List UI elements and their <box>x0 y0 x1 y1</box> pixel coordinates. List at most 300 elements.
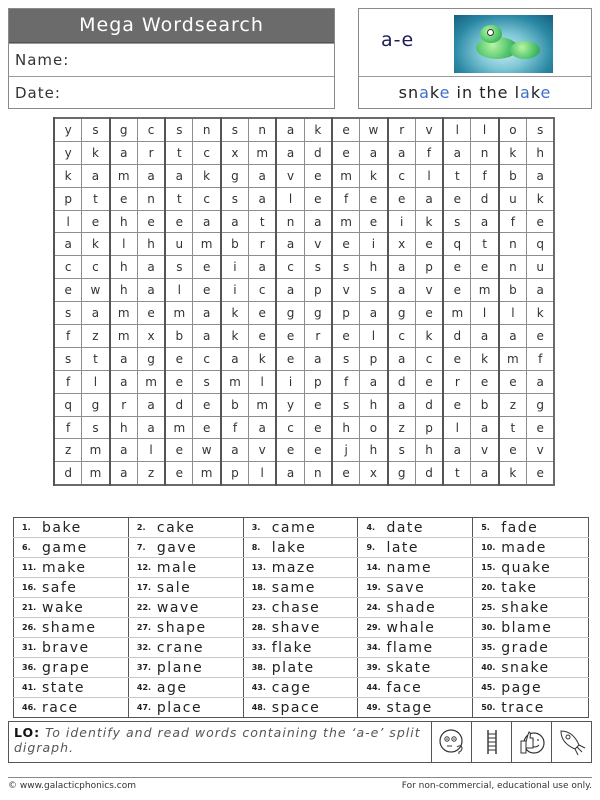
grid-cell[interactable]: a <box>471 416 499 439</box>
grid-cell[interactable]: e <box>499 439 527 462</box>
grid-cell[interactable]: e <box>360 210 388 233</box>
grid-cell[interactable]: e <box>249 325 277 348</box>
grid-cell[interactable]: s <box>54 302 82 325</box>
grid-cell[interactable]: m <box>221 370 249 393</box>
grid-cell[interactable]: g <box>276 302 304 325</box>
grid-cell[interactable]: h <box>110 256 138 279</box>
grid-cell[interactable]: t <box>165 141 193 164</box>
grid-cell[interactable]: r <box>443 370 471 393</box>
grid-cell[interactable]: e <box>360 187 388 210</box>
grid-cell[interactable]: f <box>54 370 82 393</box>
grid-cell[interactable]: h <box>360 439 388 462</box>
grid-cell[interactable]: m <box>332 210 360 233</box>
grid-cell[interactable]: j <box>332 439 360 462</box>
grid-cell[interactable]: c <box>193 347 221 370</box>
grid-cell[interactable]: b <box>471 393 499 416</box>
grid-cell[interactable]: s <box>360 279 388 302</box>
grid-cell[interactable]: l <box>249 370 277 393</box>
grid-cell[interactable]: f <box>54 325 82 348</box>
grid-cell[interactable]: c <box>276 256 304 279</box>
grid-cell[interactable]: a <box>193 210 221 233</box>
grid-cell[interactable]: n <box>249 118 277 141</box>
word-list-row <box>14 658 589 678</box>
grid-cell[interactable]: a <box>276 233 304 256</box>
grid-cell[interactable]: l <box>471 302 499 325</box>
grid-cell[interactable]: e <box>193 416 221 439</box>
grid-cell[interactable]: l <box>54 210 82 233</box>
grid-cell[interactable]: g <box>82 393 110 416</box>
grid-cell[interactable]: l <box>443 416 471 439</box>
grid-cell[interactable]: s <box>82 118 110 141</box>
grid-cell[interactable]: e <box>276 325 304 348</box>
grid-cell[interactable]: c <box>54 256 82 279</box>
grid-cell[interactable]: k <box>304 118 332 141</box>
grid-cell[interactable]: m <box>193 233 221 256</box>
grid-cell[interactable]: a <box>137 256 165 279</box>
grid-cell[interactable]: q <box>527 233 555 256</box>
grid-cell[interactable]: s <box>527 118 555 141</box>
grid-cell[interactable]: i <box>221 256 249 279</box>
grid-cell[interactable]: f <box>221 416 249 439</box>
grid-cell[interactable]: a <box>165 164 193 187</box>
grid-cell[interactable]: s <box>443 210 471 233</box>
grid-cell[interactable]: e <box>499 370 527 393</box>
grid-cell[interactable]: n <box>471 141 499 164</box>
grid-cell[interactable]: l <box>82 370 110 393</box>
grid-cell[interactable]: e <box>471 370 499 393</box>
grid-cell[interactable]: a <box>388 393 416 416</box>
grid-cell[interactable]: z <box>388 416 416 439</box>
grid-cell[interactable]: e <box>443 347 471 370</box>
grid-cell[interactable]: s <box>54 347 82 370</box>
grid-cell[interactable]: v <box>415 118 443 141</box>
grid-cell[interactable]: e <box>332 141 360 164</box>
grid-cell[interactable]: e <box>165 370 193 393</box>
grid-cell[interactable]: v <box>471 439 499 462</box>
grid-cell[interactable]: r <box>388 118 416 141</box>
grid-cell[interactable]: a <box>388 347 416 370</box>
grid-cell[interactable]: b <box>165 325 193 348</box>
grid-cell[interactable]: p <box>54 187 82 210</box>
grid-cell[interactable]: d <box>471 187 499 210</box>
grid-cell[interactable]: e <box>54 279 82 302</box>
grid-cell[interactable]: m <box>137 370 165 393</box>
grid-cell[interactable]: g <box>304 302 332 325</box>
grid-cell[interactable]: z <box>54 439 82 462</box>
grid-cell[interactable]: a <box>360 302 388 325</box>
grid-cell[interactable]: q <box>443 233 471 256</box>
grid-cell[interactable]: o <box>499 118 527 141</box>
grid-cell[interactable]: a <box>82 164 110 187</box>
grid-cell[interactable]: l <box>415 164 443 187</box>
grid-cell[interactable]: v <box>415 279 443 302</box>
grid-cell[interactable]: e <box>471 256 499 279</box>
grid-cell[interactable]: a <box>249 416 277 439</box>
grid-cell[interactable]: c <box>276 416 304 439</box>
grid-cell[interactable]: r <box>137 141 165 164</box>
grid-cell[interactable]: d <box>415 393 443 416</box>
grid-cell[interactable]: h <box>415 439 443 462</box>
grid-cell[interactable]: g <box>137 347 165 370</box>
grid-cell[interactable]: k <box>221 302 249 325</box>
grid-cell[interactable]: k <box>360 164 388 187</box>
grid-cell[interactable]: m <box>249 141 277 164</box>
grid-cell[interactable]: a <box>304 210 332 233</box>
grid-cell[interactable]: f <box>54 416 82 439</box>
grid-cell[interactable]: t <box>82 347 110 370</box>
grid-cell[interactable]: a <box>221 210 249 233</box>
grid-cell[interactable]: t <box>82 187 110 210</box>
grid-cell[interactable]: l <box>499 302 527 325</box>
grid-cell[interactable]: e <box>443 256 471 279</box>
grid-cell[interactable]: x <box>137 325 165 348</box>
grid-cell[interactable]: z <box>137 462 165 485</box>
grid-cell[interactable]: a <box>471 210 499 233</box>
grid-cell[interactable]: e <box>304 187 332 210</box>
grid-cell[interactable]: g <box>110 118 138 141</box>
grid-cell[interactable]: m <box>110 302 138 325</box>
grid-cell[interactable]: h <box>527 141 555 164</box>
grid-cell[interactable]: r <box>304 325 332 348</box>
grid-cell[interactable]: e <box>527 416 555 439</box>
grid-cell[interactable]: k <box>527 187 555 210</box>
grid-cell[interactable]: a <box>193 302 221 325</box>
grid-cell[interactable]: h <box>110 279 138 302</box>
grid-cell[interactable]: m <box>443 302 471 325</box>
grid-cell[interactable]: e <box>415 302 443 325</box>
grid-cell[interactable]: e <box>527 462 555 485</box>
grid-cell[interactable]: e <box>415 233 443 256</box>
grid-cell[interactable]: d <box>54 462 82 485</box>
grid-cell[interactable]: d <box>388 370 416 393</box>
grid-cell[interactable]: i <box>221 279 249 302</box>
grid-cell[interactable]: n <box>137 187 165 210</box>
grid-cell[interactable]: a <box>276 462 304 485</box>
grid-cell[interactable]: k <box>415 325 443 348</box>
word-item <box>473 658 589 678</box>
grid-cell[interactable]: a <box>276 141 304 164</box>
grid-cell[interactable]: p <box>304 279 332 302</box>
grid-cell[interactable]: p <box>221 462 249 485</box>
grid-cell[interactable]: g <box>221 164 249 187</box>
grid-cell[interactable]: a <box>249 256 277 279</box>
grid-cell[interactable]: e <box>443 279 471 302</box>
grid-cell[interactable]: c <box>193 141 221 164</box>
grid-cell[interactable]: s <box>165 118 193 141</box>
grid-cell[interactable]: p <box>415 416 443 439</box>
name-field[interactable]: Name: <box>9 43 334 76</box>
grid-cell[interactable]: r <box>249 233 277 256</box>
grid-cell[interactable]: f <box>527 347 555 370</box>
grid-cell[interactable]: e <box>276 347 304 370</box>
grid-cell[interactable]: p <box>332 302 360 325</box>
grid-cell[interactable]: l <box>249 462 277 485</box>
grid-cell[interactable]: a <box>137 393 165 416</box>
grid-cell[interactable]: k <box>221 325 249 348</box>
grid-cell[interactable]: s <box>165 256 193 279</box>
grid-cell[interactable]: e <box>110 187 138 210</box>
grid-cell[interactable]: p <box>360 347 388 370</box>
grid-cell[interactable]: s <box>332 393 360 416</box>
grid-cell[interactable]: s <box>332 347 360 370</box>
grid-cell[interactable]: e <box>137 210 165 233</box>
grid-cell[interactable]: o <box>360 416 388 439</box>
grid-cell[interactable]: t <box>165 187 193 210</box>
grid-cell[interactable]: n <box>276 210 304 233</box>
grid-cell[interactable]: a <box>110 347 138 370</box>
grid-cell[interactable]: x <box>360 462 388 485</box>
grid-cell[interactable]: l <box>137 439 165 462</box>
grid-cell[interactable]: t <box>443 164 471 187</box>
grid-cell[interactable]: e <box>443 393 471 416</box>
grid-cell[interactable]: u <box>165 233 193 256</box>
ladder-icon[interactable] <box>471 722 511 762</box>
grid-cell[interactable]: e <box>304 164 332 187</box>
grid-cell[interactable]: g <box>388 462 416 485</box>
grid-cell[interactable]: w <box>82 279 110 302</box>
grid-cell[interactable]: s <box>82 416 110 439</box>
word-number: 22. <box>136 603 152 612</box>
grid-cell[interactable]: k <box>193 164 221 187</box>
grid-cell[interactable]: a <box>249 164 277 187</box>
grid-cell[interactable]: v <box>249 439 277 462</box>
grid-cell[interactable]: u <box>499 187 527 210</box>
grid-cell[interactable]: e <box>304 416 332 439</box>
grid-cell[interactable]: c <box>137 118 165 141</box>
grid-cell[interactable]: t <box>499 416 527 439</box>
grid-cell[interactable]: h <box>360 256 388 279</box>
grid-cell[interactable]: x <box>388 233 416 256</box>
grid-cell[interactable]: v <box>304 233 332 256</box>
grid-cell[interactable]: w <box>193 439 221 462</box>
grid-cell[interactable]: a <box>443 439 471 462</box>
grid-cell[interactable]: d <box>415 462 443 485</box>
grid-cell[interactable]: k <box>54 164 82 187</box>
grid-cell[interactable]: a <box>54 233 82 256</box>
grid-cell[interactable]: a <box>137 164 165 187</box>
grid-cell[interactable]: v <box>527 439 555 462</box>
grid-cell[interactable]: l <box>443 118 471 141</box>
grid-cell[interactable]: e <box>527 325 555 348</box>
grid-cell[interactable]: d <box>165 393 193 416</box>
grid-cell[interactable]: a <box>443 141 471 164</box>
grid-cell[interactable]: e <box>137 302 165 325</box>
grid-cell[interactable]: x <box>221 141 249 164</box>
grid-cell[interactable]: e <box>527 210 555 233</box>
grid-cell[interactable]: a <box>415 187 443 210</box>
rocket-icon[interactable] <box>551 722 591 762</box>
grid-cell[interactable]: m <box>249 393 277 416</box>
grid-cell[interactable]: e <box>415 370 443 393</box>
grid-cell[interactable]: f <box>332 370 360 393</box>
grid-cell[interactable]: e <box>276 439 304 462</box>
grid-cell[interactable]: m <box>110 325 138 348</box>
grid-cell[interactable]: q <box>54 393 82 416</box>
grid-cell[interactable]: e <box>304 439 332 462</box>
grid-cell[interactable]: a <box>137 279 165 302</box>
word-list-row <box>14 678 589 698</box>
grid-cell[interactable]: p <box>415 256 443 279</box>
grid-cell[interactable]: h <box>110 210 138 233</box>
grid-cell[interactable]: m <box>165 302 193 325</box>
grid-cell[interactable]: k <box>82 233 110 256</box>
grid-cell[interactable]: u <box>527 256 555 279</box>
grid-cell[interactable]: l <box>165 279 193 302</box>
grid-cell[interactable]: g <box>527 393 555 416</box>
grid-cell[interactable]: p <box>304 370 332 393</box>
grid-cell[interactable]: a <box>471 325 499 348</box>
grid-cell[interactable]: e <box>332 118 360 141</box>
grid-cell[interactable]: a <box>110 370 138 393</box>
grid-cell[interactable]: n <box>193 118 221 141</box>
grid-cell[interactable]: m <box>82 462 110 485</box>
grid-cell[interactable]: t <box>249 210 277 233</box>
grid-cell[interactable]: a <box>360 370 388 393</box>
grid-cell[interactable]: d <box>304 141 332 164</box>
grid-cell[interactable]: a <box>388 256 416 279</box>
grid-cell[interactable]: z <box>82 325 110 348</box>
grid-cell[interactable]: a <box>527 279 555 302</box>
grid-cell[interactable]: m <box>332 164 360 187</box>
grid-cell[interactable]: h <box>360 393 388 416</box>
grid-cell[interactable]: k <box>249 347 277 370</box>
grid-cell[interactable]: c <box>388 164 416 187</box>
grid-cell[interactable]: a <box>360 141 388 164</box>
grid-cell[interactable]: e <box>304 393 332 416</box>
confused-face-icon[interactable] <box>431 722 471 762</box>
grid-cell[interactable]: z <box>499 393 527 416</box>
grid-cell[interactable]: f <box>471 164 499 187</box>
grid-cell[interactable]: s <box>304 256 332 279</box>
grid-cell[interactable]: f <box>499 210 527 233</box>
grid-cell[interactable]: m <box>165 416 193 439</box>
grid-cell[interactable]: v <box>332 279 360 302</box>
grid-cell[interactable]: h <box>137 233 165 256</box>
grid-cell[interactable]: b <box>221 233 249 256</box>
grid-cell[interactable]: y <box>54 118 82 141</box>
grid-cell[interactable]: c <box>415 347 443 370</box>
grid-cell[interactable]: a <box>388 279 416 302</box>
grid-cell[interactable]: e <box>165 347 193 370</box>
grid-cell[interactable]: k <box>82 141 110 164</box>
grid-cell[interactable]: t <box>471 233 499 256</box>
grid-cell[interactable]: l <box>360 325 388 348</box>
grid-cell[interactable]: f <box>415 141 443 164</box>
grid-cell[interactable]: e <box>388 187 416 210</box>
thumbs-up-face-icon[interactable] <box>511 722 551 762</box>
grid-cell[interactable]: a <box>499 325 527 348</box>
grid-cell[interactable]: m <box>499 347 527 370</box>
grid-cell[interactable]: l <box>276 187 304 210</box>
grid-cell[interactable]: s <box>221 187 249 210</box>
grid-cell[interactable]: h <box>110 416 138 439</box>
grid-cell[interactable]: a <box>276 279 304 302</box>
grid-cell[interactable]: a <box>110 439 138 462</box>
grid-cell[interactable]: h <box>332 416 360 439</box>
grid-cell[interactable]: a <box>388 141 416 164</box>
grid-cell[interactable]: k <box>499 141 527 164</box>
grid-cell[interactable]: w <box>360 118 388 141</box>
grid-cell[interactable]: k <box>415 210 443 233</box>
grid-cell[interactable]: d <box>443 325 471 348</box>
grid-cell[interactable]: e <box>193 279 221 302</box>
grid-cell[interactable]: k <box>499 462 527 485</box>
grid-cell[interactable]: f <box>332 187 360 210</box>
grid-cell[interactable]: s <box>193 370 221 393</box>
grid-cell[interactable]: t <box>443 462 471 485</box>
grid-cell[interactable]: e <box>165 439 193 462</box>
grid-cell[interactable]: b <box>499 279 527 302</box>
grid-cell[interactable]: s <box>388 439 416 462</box>
grid-cell[interactable]: i <box>388 210 416 233</box>
grid-cell[interactable]: r <box>110 393 138 416</box>
grid-cell[interactable]: a <box>110 141 138 164</box>
grid-cell[interactable]: e <box>165 462 193 485</box>
grid-cell[interactable]: n <box>499 233 527 256</box>
grid-cell[interactable]: v <box>276 164 304 187</box>
grid-cell[interactable]: a <box>193 325 221 348</box>
grid-cell[interactable]: e <box>165 210 193 233</box>
grid-cell[interactable]: c <box>249 279 277 302</box>
grid-cell[interactable]: i <box>276 370 304 393</box>
date-field[interactable]: Date: <box>9 76 334 109</box>
grid-cell[interactable]: e <box>443 187 471 210</box>
grid-cell[interactable]: e <box>332 462 360 485</box>
grid-cell[interactable]: c <box>193 187 221 210</box>
grid-cell[interactable]: a <box>249 187 277 210</box>
grid-cell[interactable]: e <box>193 393 221 416</box>
grid-cell[interactable]: s <box>221 118 249 141</box>
grid-cell[interactable]: e <box>82 210 110 233</box>
grid-cell[interactable]: l <box>110 233 138 256</box>
grid-cell[interactable]: a <box>276 118 304 141</box>
grid-cell[interactable]: a <box>304 347 332 370</box>
grid-cell[interactable]: c <box>388 325 416 348</box>
grid-cell[interactable]: m <box>193 462 221 485</box>
grid-cell[interactable]: i <box>360 233 388 256</box>
grid-cell[interactable]: a <box>82 302 110 325</box>
grid-cell[interactable]: a <box>471 462 499 485</box>
grid-cell[interactable]: b <box>499 164 527 187</box>
grid-cell[interactable]: m <box>471 279 499 302</box>
grid-cell[interactable]: e <box>249 302 277 325</box>
grid-cell[interactable]: e <box>332 233 360 256</box>
grid-cell[interactable]: a <box>221 439 249 462</box>
grid-cell[interactable]: a <box>221 347 249 370</box>
grid-cell[interactable]: b <box>221 393 249 416</box>
grid-cell[interactable]: g <box>388 302 416 325</box>
grid-cell[interactable]: m <box>110 164 138 187</box>
grid-cell[interactable]: s <box>332 256 360 279</box>
grid-cell[interactable]: m <box>82 439 110 462</box>
grid-cell[interactable]: c <box>82 256 110 279</box>
grid-cell[interactable]: e <box>332 325 360 348</box>
grid-cell[interactable]: n <box>304 462 332 485</box>
grid-cell[interactable]: e <box>193 256 221 279</box>
word-item <box>358 538 473 558</box>
grid-cell[interactable]: n <box>499 256 527 279</box>
grid-cell[interactable]: a <box>527 370 555 393</box>
grid-cell[interactable]: y <box>54 141 82 164</box>
grid-cell[interactable]: a <box>110 462 138 485</box>
grid-cell[interactable]: a <box>137 416 165 439</box>
grid-cell[interactable]: k <box>527 302 555 325</box>
grid-cell[interactable]: k <box>471 347 499 370</box>
copyright-link[interactable]: © www.galacticphonics.com <box>8 781 136 791</box>
grid-cell[interactable]: l <box>471 118 499 141</box>
grid-cell[interactable]: y <box>276 393 304 416</box>
grid-cell[interactable]: a <box>527 164 555 187</box>
